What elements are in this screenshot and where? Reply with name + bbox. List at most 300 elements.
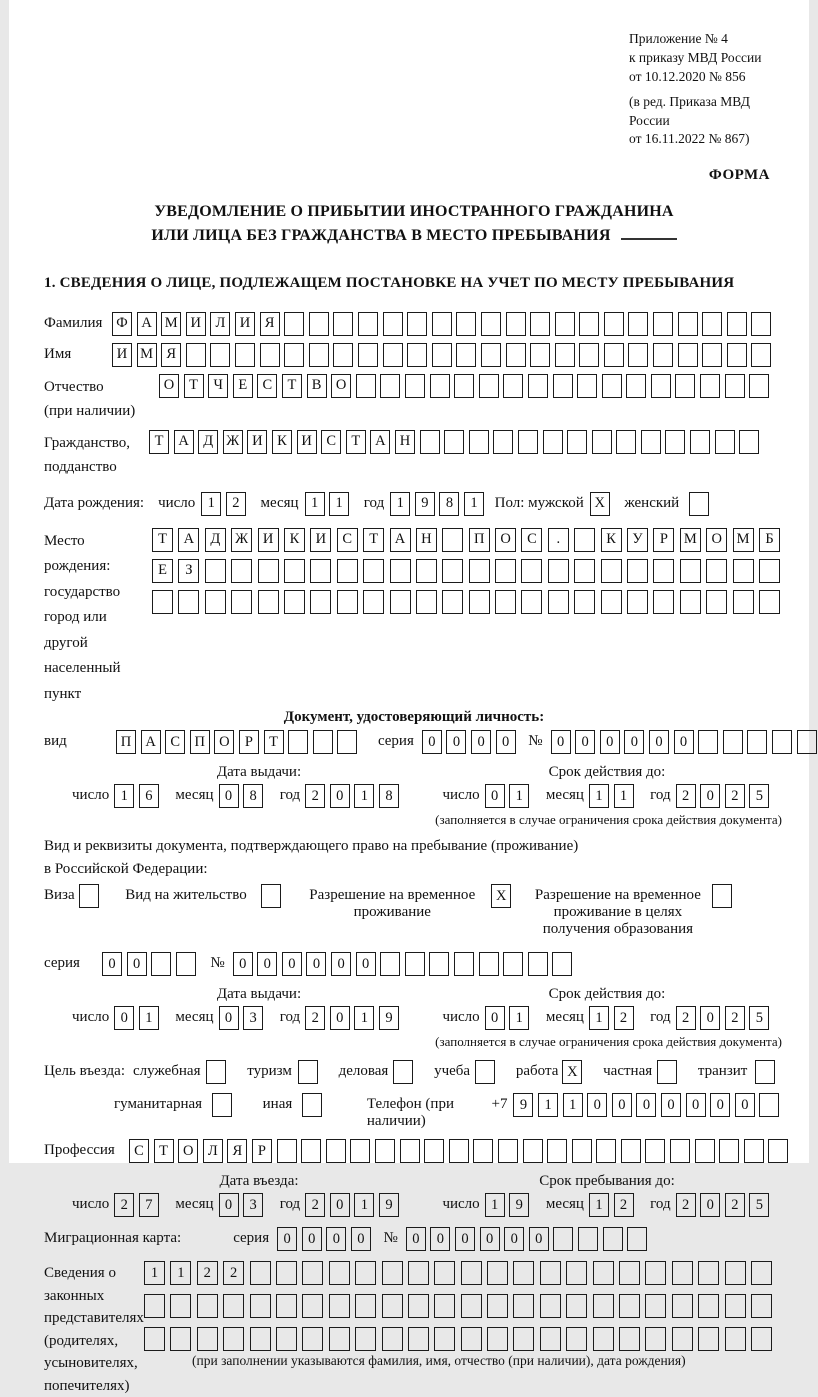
char-cell[interactable]: 9	[379, 1006, 399, 1030]
char-cell[interactable]	[621, 1139, 641, 1163]
char-cell[interactable]: 3	[243, 1006, 263, 1030]
char-cell[interactable]: 3	[243, 1193, 263, 1217]
char-cell[interactable]	[444, 430, 464, 454]
char-cell[interactable]	[503, 952, 523, 976]
char-cell[interactable]	[548, 559, 569, 583]
char-cell[interactable]: 0	[529, 1227, 549, 1251]
char-cell[interactable]	[206, 1060, 226, 1084]
char-cell[interactable]	[751, 343, 771, 367]
char-cell[interactable]	[739, 430, 759, 454]
char-cell[interactable]: 2	[305, 1006, 325, 1030]
char-cell[interactable]: И	[297, 430, 317, 454]
char-cell[interactable]	[689, 492, 709, 516]
char-cell[interactable]: М	[733, 528, 754, 552]
char-cell[interactable]	[513, 1294, 534, 1318]
char-cell[interactable]: 6	[139, 784, 159, 808]
char-cell[interactable]	[309, 312, 329, 336]
char-cell[interactable]: И	[186, 312, 206, 336]
char-cell[interactable]	[593, 1327, 614, 1351]
char-cell[interactable]	[579, 343, 599, 367]
char-cell[interactable]: О	[495, 528, 516, 552]
char-cell[interactable]	[548, 590, 569, 614]
char-cell[interactable]: Ж	[231, 528, 252, 552]
char-cell[interactable]: 0	[406, 1227, 426, 1251]
char-cell[interactable]	[337, 730, 357, 754]
char-cell[interactable]	[375, 1139, 395, 1163]
char-cell[interactable]	[698, 1261, 719, 1285]
char-cell[interactable]: 0	[277, 1227, 297, 1251]
char-cell[interactable]: Л	[203, 1139, 223, 1163]
char-cell[interactable]	[310, 559, 331, 583]
char-cell[interactable]: 0	[612, 1093, 632, 1117]
char-cell[interactable]	[430, 374, 450, 398]
char-cell[interactable]	[733, 559, 754, 583]
char-cell[interactable]	[487, 1294, 508, 1318]
char-cell[interactable]	[390, 559, 411, 583]
char-cell[interactable]: Д	[198, 430, 218, 454]
char-cell[interactable]: О	[706, 528, 727, 552]
char-cell[interactable]: А	[370, 430, 390, 454]
char-cell[interactable]	[407, 312, 427, 336]
char-cell[interactable]	[521, 590, 542, 614]
char-cell[interactable]	[310, 590, 331, 614]
char-cell[interactable]: 9	[415, 492, 435, 516]
char-cell[interactable]: 0	[302, 1227, 322, 1251]
char-cell[interactable]	[751, 1261, 772, 1285]
char-cell[interactable]	[469, 559, 490, 583]
char-cell[interactable]: 0	[686, 1093, 706, 1117]
char-cell[interactable]: Н	[395, 430, 415, 454]
char-cell[interactable]: П	[116, 730, 136, 754]
char-cell[interactable]	[481, 343, 501, 367]
char-cell[interactable]	[456, 312, 476, 336]
char-cell[interactable]	[407, 343, 427, 367]
char-cell[interactable]	[653, 559, 674, 583]
char-cell[interactable]: 1	[139, 1006, 159, 1030]
char-cell[interactable]	[461, 1261, 482, 1285]
char-cell[interactable]: А	[137, 312, 157, 336]
char-cell[interactable]: 0	[485, 784, 505, 808]
char-cell[interactable]: Я	[260, 312, 280, 336]
char-cell[interactable]	[578, 1227, 598, 1251]
char-cell[interactable]	[574, 528, 595, 552]
char-cell[interactable]: 2	[614, 1006, 634, 1030]
char-cell[interactable]	[513, 1327, 534, 1351]
char-cell[interactable]: Т	[346, 430, 366, 454]
char-cell[interactable]	[759, 590, 780, 614]
char-cell[interactable]: 0	[649, 730, 669, 754]
char-cell[interactable]	[337, 590, 358, 614]
char-cell[interactable]	[176, 952, 196, 976]
char-cell[interactable]	[380, 374, 400, 398]
char-cell[interactable]: 1	[485, 1193, 505, 1217]
char-cell[interactable]	[151, 952, 171, 976]
char-cell[interactable]	[469, 590, 490, 614]
char-cell[interactable]	[593, 1294, 614, 1318]
char-cell[interactable]	[429, 952, 449, 976]
char-cell[interactable]	[723, 730, 743, 754]
char-cell[interactable]	[518, 430, 538, 454]
char-cell[interactable]: 1	[563, 1093, 583, 1117]
char-cell[interactable]: 0	[257, 952, 277, 976]
char-cell[interactable]: 1	[114, 784, 134, 808]
char-cell[interactable]	[698, 1327, 719, 1351]
char-cell[interactable]: 8	[243, 784, 263, 808]
char-cell[interactable]	[79, 884, 99, 908]
char-cell[interactable]	[521, 559, 542, 583]
char-cell[interactable]	[604, 343, 624, 367]
char-cell[interactable]: 1	[354, 1193, 374, 1217]
char-cell[interactable]	[393, 1060, 413, 1084]
char-cell[interactable]	[727, 312, 747, 336]
char-cell[interactable]: Н	[416, 528, 437, 552]
char-cell[interactable]	[442, 559, 463, 583]
char-cell[interactable]	[495, 590, 516, 614]
char-cell[interactable]: 2	[676, 1006, 696, 1030]
char-cell[interactable]	[355, 1327, 376, 1351]
char-cell[interactable]	[197, 1294, 218, 1318]
char-cell[interactable]: 0	[710, 1093, 730, 1117]
char-cell[interactable]: Т	[363, 528, 384, 552]
char-cell[interactable]	[416, 559, 437, 583]
char-cell[interactable]	[579, 312, 599, 336]
char-cell[interactable]	[695, 1139, 715, 1163]
char-cell[interactable]	[382, 1294, 403, 1318]
char-cell[interactable]	[333, 312, 353, 336]
char-cell[interactable]: А	[390, 528, 411, 552]
char-cell[interactable]	[301, 1139, 321, 1163]
char-cell[interactable]	[260, 343, 280, 367]
char-cell[interactable]	[250, 1327, 271, 1351]
char-cell[interactable]	[670, 1139, 690, 1163]
char-cell[interactable]: 1	[538, 1093, 558, 1117]
char-cell[interactable]: 2	[223, 1261, 244, 1285]
char-cell[interactable]: 0	[430, 1227, 450, 1251]
char-cell[interactable]	[566, 1261, 587, 1285]
char-cell[interactable]	[284, 590, 305, 614]
char-cell[interactable]	[651, 374, 671, 398]
char-cell[interactable]: 2	[725, 784, 745, 808]
char-cell[interactable]: 0	[219, 784, 239, 808]
char-cell[interactable]	[751, 1294, 772, 1318]
char-cell[interactable]	[506, 312, 526, 336]
char-cell[interactable]: 0	[735, 1093, 755, 1117]
char-cell[interactable]	[461, 1327, 482, 1351]
char-cell[interactable]: 0	[636, 1093, 656, 1117]
char-cell[interactable]	[672, 1327, 693, 1351]
char-cell[interactable]	[333, 343, 353, 367]
char-cell[interactable]: Т	[184, 374, 204, 398]
char-cell[interactable]: 0	[233, 952, 253, 976]
char-cell[interactable]: 0	[330, 1006, 350, 1030]
char-cell[interactable]	[601, 590, 622, 614]
char-cell[interactable]	[408, 1294, 429, 1318]
char-cell[interactable]: И	[235, 312, 255, 336]
char-cell[interactable]: И	[247, 430, 267, 454]
char-cell[interactable]: Я	[227, 1139, 247, 1163]
char-cell[interactable]	[627, 590, 648, 614]
char-cell[interactable]: А	[178, 528, 199, 552]
char-cell[interactable]	[405, 374, 425, 398]
char-cell[interactable]	[250, 1294, 271, 1318]
char-cell[interactable]	[326, 1139, 346, 1163]
char-cell[interactable]	[744, 1139, 764, 1163]
char-cell[interactable]: 0	[351, 1227, 371, 1251]
char-cell[interactable]: 1	[589, 784, 609, 808]
char-cell[interactable]	[604, 312, 624, 336]
char-cell[interactable]	[719, 1139, 739, 1163]
char-cell[interactable]: Е	[152, 559, 173, 583]
char-cell[interactable]	[383, 343, 403, 367]
char-cell[interactable]: И	[258, 528, 279, 552]
char-cell[interactable]	[329, 1294, 350, 1318]
char-cell[interactable]: 0	[551, 730, 571, 754]
char-cell[interactable]	[170, 1327, 191, 1351]
char-cell[interactable]	[513, 1261, 534, 1285]
char-cell[interactable]	[725, 1261, 746, 1285]
char-cell[interactable]: 0	[485, 1006, 505, 1030]
char-cell[interactable]: 0	[700, 1006, 720, 1030]
char-cell[interactable]: 0	[306, 952, 326, 976]
char-cell[interactable]	[235, 343, 255, 367]
char-cell[interactable]	[250, 1261, 271, 1285]
char-cell[interactable]	[329, 1327, 350, 1351]
char-cell[interactable]	[627, 559, 648, 583]
char-cell[interactable]	[231, 559, 252, 583]
char-cell[interactable]	[400, 1139, 420, 1163]
char-cell[interactable]: 5	[749, 1006, 769, 1030]
char-cell[interactable]	[645, 1139, 665, 1163]
char-cell[interactable]	[212, 1093, 232, 1117]
char-cell[interactable]	[523, 1139, 543, 1163]
char-cell[interactable]: 0	[102, 952, 122, 976]
char-cell[interactable]: 0	[624, 730, 644, 754]
char-cell[interactable]	[619, 1294, 640, 1318]
char-cell[interactable]	[390, 590, 411, 614]
char-cell[interactable]: А	[174, 430, 194, 454]
char-cell[interactable]	[678, 343, 698, 367]
char-cell[interactable]	[205, 559, 226, 583]
char-cell[interactable]	[363, 559, 384, 583]
char-cell[interactable]	[602, 374, 622, 398]
char-cell[interactable]: 0	[600, 730, 620, 754]
char-cell[interactable]: 1	[201, 492, 221, 516]
char-cell[interactable]: 0	[455, 1227, 475, 1251]
char-cell[interactable]: Т	[152, 528, 173, 552]
char-cell[interactable]	[258, 590, 279, 614]
char-cell[interactable]	[382, 1261, 403, 1285]
char-cell[interactable]	[408, 1327, 429, 1351]
char-cell[interactable]	[337, 559, 358, 583]
char-cell[interactable]: Т	[149, 430, 169, 454]
char-cell[interactable]	[593, 1261, 614, 1285]
char-cell[interactable]: 0	[674, 730, 694, 754]
char-cell[interactable]	[479, 952, 499, 976]
char-cell[interactable]: Ж	[223, 430, 243, 454]
char-cell[interactable]	[498, 1139, 518, 1163]
char-cell[interactable]: 2	[197, 1261, 218, 1285]
char-cell[interactable]: 0	[326, 1227, 346, 1251]
char-cell[interactable]	[555, 343, 575, 367]
char-cell[interactable]	[350, 1139, 370, 1163]
char-cell[interactable]: Т	[154, 1139, 174, 1163]
char-cell[interactable]	[302, 1327, 323, 1351]
char-cell[interactable]	[144, 1327, 165, 1351]
char-cell[interactable]: С	[257, 374, 277, 398]
char-cell[interactable]: С	[337, 528, 358, 552]
char-cell[interactable]: 5	[749, 1193, 769, 1217]
char-cell[interactable]	[276, 1294, 297, 1318]
char-cell[interactable]	[690, 430, 710, 454]
char-cell[interactable]: 0	[331, 952, 351, 976]
char-cell[interactable]: 0	[219, 1193, 239, 1217]
char-cell[interactable]	[725, 1327, 746, 1351]
char-cell[interactable]: 1	[509, 1006, 529, 1030]
char-cell[interactable]	[223, 1327, 244, 1351]
char-cell[interactable]: В	[307, 374, 327, 398]
char-cell[interactable]: Т	[264, 730, 284, 754]
char-cell[interactable]	[380, 952, 400, 976]
char-cell[interactable]: 1	[390, 492, 410, 516]
char-cell[interactable]	[205, 590, 226, 614]
char-cell[interactable]	[572, 1139, 592, 1163]
char-cell[interactable]: 1	[464, 492, 484, 516]
char-cell[interactable]: Л	[210, 312, 230, 336]
char-cell[interactable]	[258, 559, 279, 583]
char-cell[interactable]	[553, 1227, 573, 1251]
char-cell[interactable]: 0	[480, 1227, 500, 1251]
char-cell[interactable]: 0	[446, 730, 466, 754]
char-cell[interactable]	[358, 312, 378, 336]
char-cell[interactable]	[540, 1261, 561, 1285]
char-cell[interactable]	[313, 730, 333, 754]
char-cell[interactable]: Т	[282, 374, 302, 398]
char-cell[interactable]: З	[178, 559, 199, 583]
char-cell[interactable]	[547, 1139, 567, 1163]
char-cell[interactable]: Я	[161, 343, 181, 367]
char-cell[interactable]	[432, 312, 452, 336]
char-cell[interactable]: 1	[354, 784, 374, 808]
char-cell[interactable]: 5	[749, 784, 769, 808]
char-cell[interactable]	[487, 1261, 508, 1285]
char-cell[interactable]	[702, 312, 722, 336]
char-cell[interactable]	[628, 312, 648, 336]
char-cell[interactable]	[706, 559, 727, 583]
char-cell[interactable]	[383, 312, 403, 336]
char-cell[interactable]	[797, 730, 817, 754]
char-cell[interactable]: Б	[759, 528, 780, 552]
char-cell[interactable]	[672, 1294, 693, 1318]
char-cell[interactable]	[276, 1327, 297, 1351]
char-cell[interactable]	[152, 590, 173, 614]
char-cell[interactable]	[725, 374, 745, 398]
char-cell[interactable]: 2	[725, 1193, 745, 1217]
char-cell[interactable]	[727, 343, 747, 367]
char-cell[interactable]	[210, 343, 230, 367]
char-cell[interactable]	[702, 343, 722, 367]
char-cell[interactable]: О	[159, 374, 179, 398]
char-cell[interactable]	[479, 374, 499, 398]
char-cell[interactable]: 2	[114, 1193, 134, 1217]
char-cell[interactable]	[170, 1294, 191, 1318]
char-cell[interactable]	[197, 1327, 218, 1351]
char-cell[interactable]	[616, 430, 636, 454]
char-cell[interactable]: 1	[589, 1006, 609, 1030]
char-cell[interactable]	[442, 590, 463, 614]
char-cell[interactable]: 2	[305, 1193, 325, 1217]
char-cell[interactable]: С	[321, 430, 341, 454]
char-cell[interactable]: О	[178, 1139, 198, 1163]
char-cell[interactable]: Е	[233, 374, 253, 398]
char-cell[interactable]: 2	[305, 784, 325, 808]
char-cell[interactable]	[530, 312, 550, 336]
char-cell[interactable]	[449, 1139, 469, 1163]
char-cell[interactable]: Р	[653, 528, 674, 552]
char-cell[interactable]: 0	[471, 730, 491, 754]
char-cell[interactable]	[641, 430, 661, 454]
char-cell[interactable]: М	[161, 312, 181, 336]
char-cell[interactable]: О	[214, 730, 234, 754]
char-cell[interactable]: 0	[219, 1006, 239, 1030]
char-cell[interactable]	[653, 590, 674, 614]
char-cell[interactable]: 1	[170, 1261, 191, 1285]
char-cell[interactable]: 2	[676, 1193, 696, 1217]
char-cell[interactable]: 1	[144, 1261, 165, 1285]
char-cell[interactable]: 0	[127, 952, 147, 976]
char-cell[interactable]: 0	[330, 784, 350, 808]
char-cell[interactable]	[432, 343, 452, 367]
char-cell[interactable]	[725, 1294, 746, 1318]
char-cell[interactable]	[288, 730, 308, 754]
char-cell[interactable]	[302, 1294, 323, 1318]
char-cell[interactable]	[454, 952, 474, 976]
char-cell[interactable]: К	[272, 430, 292, 454]
char-cell[interactable]: Р	[239, 730, 259, 754]
char-cell[interactable]	[645, 1327, 666, 1351]
char-cell[interactable]	[553, 374, 573, 398]
char-cell[interactable]	[759, 559, 780, 583]
char-cell[interactable]	[653, 312, 673, 336]
char-cell[interactable]	[434, 1294, 455, 1318]
char-cell[interactable]	[356, 374, 376, 398]
char-cell[interactable]	[751, 1327, 772, 1351]
char-cell[interactable]: 0	[700, 784, 720, 808]
char-cell[interactable]	[628, 343, 648, 367]
char-cell[interactable]: 0	[496, 730, 516, 754]
char-cell[interactable]: П	[190, 730, 210, 754]
char-cell[interactable]	[733, 590, 754, 614]
char-cell[interactable]: И	[310, 528, 331, 552]
char-cell[interactable]	[751, 312, 771, 336]
char-cell[interactable]	[456, 343, 476, 367]
char-cell[interactable]	[503, 374, 523, 398]
char-cell[interactable]	[592, 430, 612, 454]
char-cell[interactable]	[540, 1327, 561, 1351]
char-cell[interactable]: 1	[329, 492, 349, 516]
char-cell[interactable]	[261, 884, 281, 908]
char-cell[interactable]	[434, 1327, 455, 1351]
char-cell[interactable]: 1	[509, 784, 529, 808]
char-cell[interactable]: С	[129, 1139, 149, 1163]
char-cell[interactable]	[675, 374, 695, 398]
char-cell[interactable]: 0	[282, 952, 302, 976]
char-cell[interactable]	[698, 1294, 719, 1318]
char-cell[interactable]: 9	[509, 1193, 529, 1217]
char-cell[interactable]: 8	[439, 492, 459, 516]
char-cell[interactable]: 1	[305, 492, 325, 516]
char-cell[interactable]	[506, 343, 526, 367]
char-cell[interactable]: 0	[700, 1193, 720, 1217]
